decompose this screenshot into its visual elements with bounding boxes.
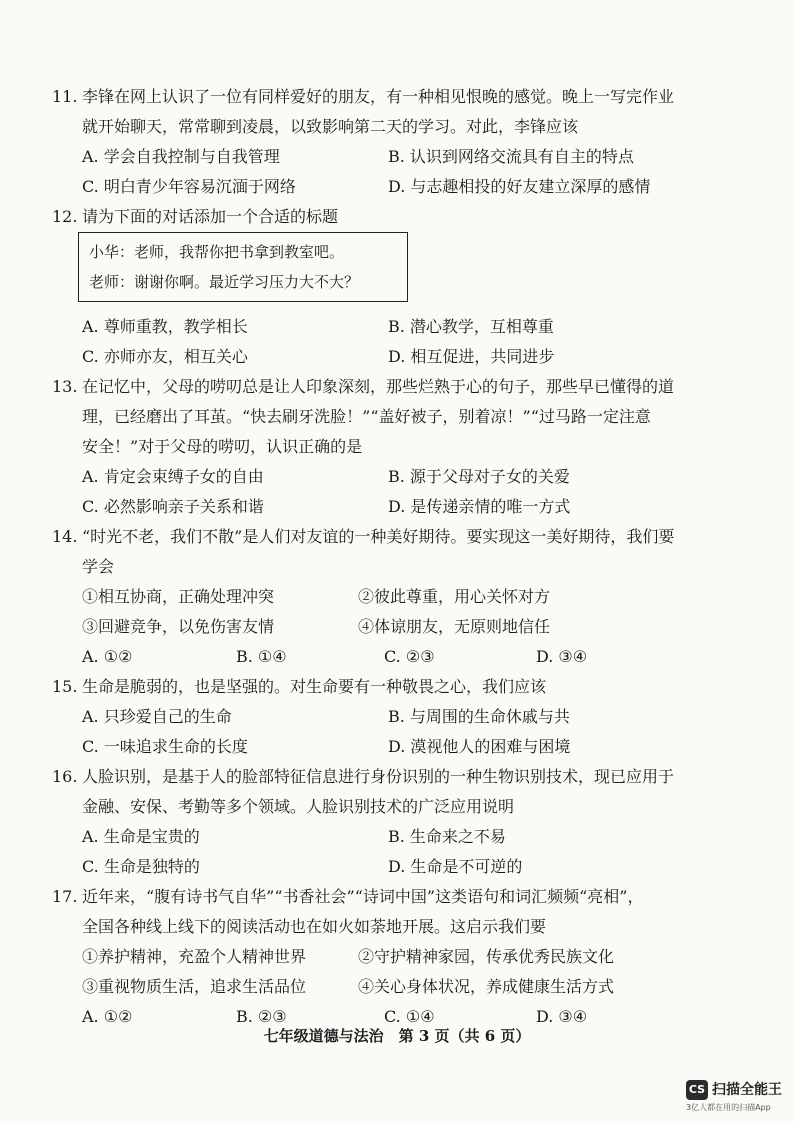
question-stem: 安全！”对于父母的唠叨，认识正确的是 <box>82 437 363 456</box>
option-d[interactable]: D. ③④ <box>536 1007 588 1026</box>
question-14-line-1 <box>0 522 794 552</box>
question-stem: 人脸识别，是基于人的脸部特征信息进行身份识别的一种生物识别技术，现已应用于 <box>82 767 675 786</box>
question-number: 16. <box>52 767 78 786</box>
question-17-statements-row-2 <box>0 972 794 1002</box>
question-14-options <box>0 642 794 672</box>
option-c[interactable]: C. ①④ <box>384 1007 435 1026</box>
option-d[interactable]: D. 相互促进，共同进步 <box>388 347 555 366</box>
question-stem: 生命是脆弱的，也是坚强的。对生命要有一种敬畏之心，我们应该 <box>82 677 547 696</box>
question-stem: 理，已经磨出了耳茧。“快去刷牙洗脸！”“盖好被子，别着凉！”“过马路一定注意 <box>82 407 651 426</box>
question-stem: 李锋在网上认识了一位有同样爱好的朋友，有一种相见恨晚的感觉。晚上一写完作业 <box>82 87 675 106</box>
question-13-options-row-1 <box>0 462 794 492</box>
question-12-options-row-2 <box>0 342 794 372</box>
question-12-line-1 <box>0 202 794 232</box>
question-14-statements-row-2 <box>0 612 794 642</box>
option-c[interactable]: C. 必然影响亲子关系和谐 <box>82 497 264 516</box>
option-d[interactable]: D. 与志趣相投的好友建立深厚的感情 <box>388 177 651 196</box>
option-c[interactable]: C. 亦师亦友，相互关心 <box>82 347 248 366</box>
option-c[interactable]: C. 生命是独特的 <box>82 857 200 876</box>
option-d[interactable]: D. 漠视他人的困难与困境 <box>388 737 571 756</box>
option-d[interactable]: D. 是传递亲情的唯一方式 <box>388 497 571 516</box>
question-number: 13. <box>52 377 78 396</box>
scanner-logo-icon: CS <box>686 1080 708 1100</box>
option-b[interactable]: B. 源于父母对子女的关爱 <box>388 467 570 486</box>
option-a[interactable]: A. 生命是宝贵的 <box>82 827 200 846</box>
statement-2: ②彼此尊重，用心关怀对方 <box>358 587 551 606</box>
option-b[interactable]: B. ①④ <box>236 647 287 666</box>
dialogue-line-teacher: 老师：谢谢你啊。最近学习压力大不大？ <box>89 273 360 291</box>
question-stem: 全国各种线上线下的阅读活动也在如火如荼地开展。这启示我们要 <box>82 917 547 936</box>
question-17-statements-row-1 <box>0 942 794 972</box>
option-a[interactable]: A. 尊师重教，教学相长 <box>82 317 248 336</box>
statement-2: ②守护精神家园，传承优秀民族文化 <box>358 947 615 966</box>
question-number: 12. <box>52 207 78 226</box>
statement-1: ①相互协商，正确处理冲突 <box>82 587 275 606</box>
option-d[interactable]: D. ③④ <box>536 647 588 666</box>
option-c[interactable]: C. 明白青少年容易沉湎于网络 <box>82 177 296 196</box>
question-stem: 请为下面的对话添加一个合适的标题 <box>82 207 339 226</box>
question-stem: 近年来，“腹有诗书气自华”“书香社会”“诗词中国”这类语句和词汇频频“亮相”， <box>82 887 644 906</box>
question-12-options-row-1 <box>0 312 794 342</box>
option-a[interactable]: A. 只珍爱自己的生命 <box>82 707 232 726</box>
question-14-line-2 <box>0 552 794 582</box>
dialogue-box <box>78 232 408 302</box>
option-c[interactable]: C. ②③ <box>384 647 435 666</box>
statement-4: ④关心身体状况，养成健康生活方式 <box>358 977 615 996</box>
statement-1: ①养护精神，充盈个人精神世界 <box>82 947 307 966</box>
option-b[interactable]: B. 生命来之不易 <box>388 827 506 846</box>
statement-4: ④体谅朋友，无原则地信任 <box>358 617 551 636</box>
question-14-statements-row-1 <box>0 582 794 612</box>
question-13-line-2 <box>0 402 794 432</box>
option-c[interactable]: C. 一味追求生命的长度 <box>82 737 248 756</box>
question-stem: 金融、安保、考勤等多个领域。人脸识别技术的广泛应用说明 <box>82 797 515 816</box>
question-17-line-2 <box>0 912 794 942</box>
statement-3: ③回避竞争，以免伤害友情 <box>82 617 275 636</box>
question-16-line-2 <box>0 792 794 822</box>
dialogue-line-student: 小华：老师，我帮你把书拿到教室吧。 <box>89 243 345 261</box>
scanner-watermark <box>686 1078 786 1116</box>
statement-3: ③重视物质生活，追求生活品位 <box>82 977 307 996</box>
question-stem: 学会 <box>82 557 115 576</box>
option-b[interactable]: B. 认识到网络交流具有自主的特点 <box>388 147 634 166</box>
question-15-options-row-2 <box>0 732 794 762</box>
question-15-line-1 <box>0 672 794 702</box>
question-13-line-3 <box>0 432 794 462</box>
option-b[interactable]: B. 与周围的生命休戚与共 <box>388 707 570 726</box>
option-a[interactable]: A. ①② <box>82 1007 133 1026</box>
question-16-line-1 <box>0 762 794 792</box>
question-11-line-1 <box>0 82 794 112</box>
question-17-line-1 <box>0 882 794 912</box>
option-b[interactable]: B. 潜心教学，互相尊重 <box>388 317 554 336</box>
scanner-tagline: 3亿人都在用的扫描App <box>686 1103 771 1112</box>
question-number: 14. <box>52 527 78 546</box>
question-stem: 就开始聊天，常常聊到凌晨，以致影响第二天的学习。对此，李锋应该 <box>82 117 579 136</box>
question-11-options-row-1 <box>0 142 794 172</box>
question-number: 11. <box>52 87 78 106</box>
option-b[interactable]: B. ②③ <box>236 1007 287 1026</box>
question-stem: 在记忆中，父母的唠叨总是让人印象深刻，那些烂熟于心的句子，那些早已懂得的道 <box>82 377 675 396</box>
question-13-line-1 <box>0 372 794 402</box>
question-16-options-row-1 <box>0 822 794 852</box>
option-d[interactable]: D. 生命是不可逆的 <box>388 857 523 876</box>
scanner-name: 扫描全能王 <box>712 1082 782 1098</box>
option-a[interactable]: A. ①② <box>82 647 133 666</box>
option-a[interactable]: A. 学会自我控制与自我管理 <box>82 147 280 166</box>
question-number: 17. <box>52 887 78 906</box>
question-11-options-row-2 <box>0 172 794 202</box>
page-footer: 七年级道德与法治 第 3 页（共 6 页） <box>263 1027 531 1045</box>
question-number: 15. <box>52 677 78 696</box>
question-16-options-row-2 <box>0 852 794 882</box>
question-15-options-row-1 <box>0 702 794 732</box>
question-11-line-2 <box>0 112 794 142</box>
question-13-options-row-2 <box>0 492 794 522</box>
option-a[interactable]: A. 肯定会束缚子女的自由 <box>82 467 264 486</box>
question-stem: “时光不老，我们不散”是人们对友谊的一种美好期待。要实现这一美好期待，我们要 <box>82 527 675 546</box>
